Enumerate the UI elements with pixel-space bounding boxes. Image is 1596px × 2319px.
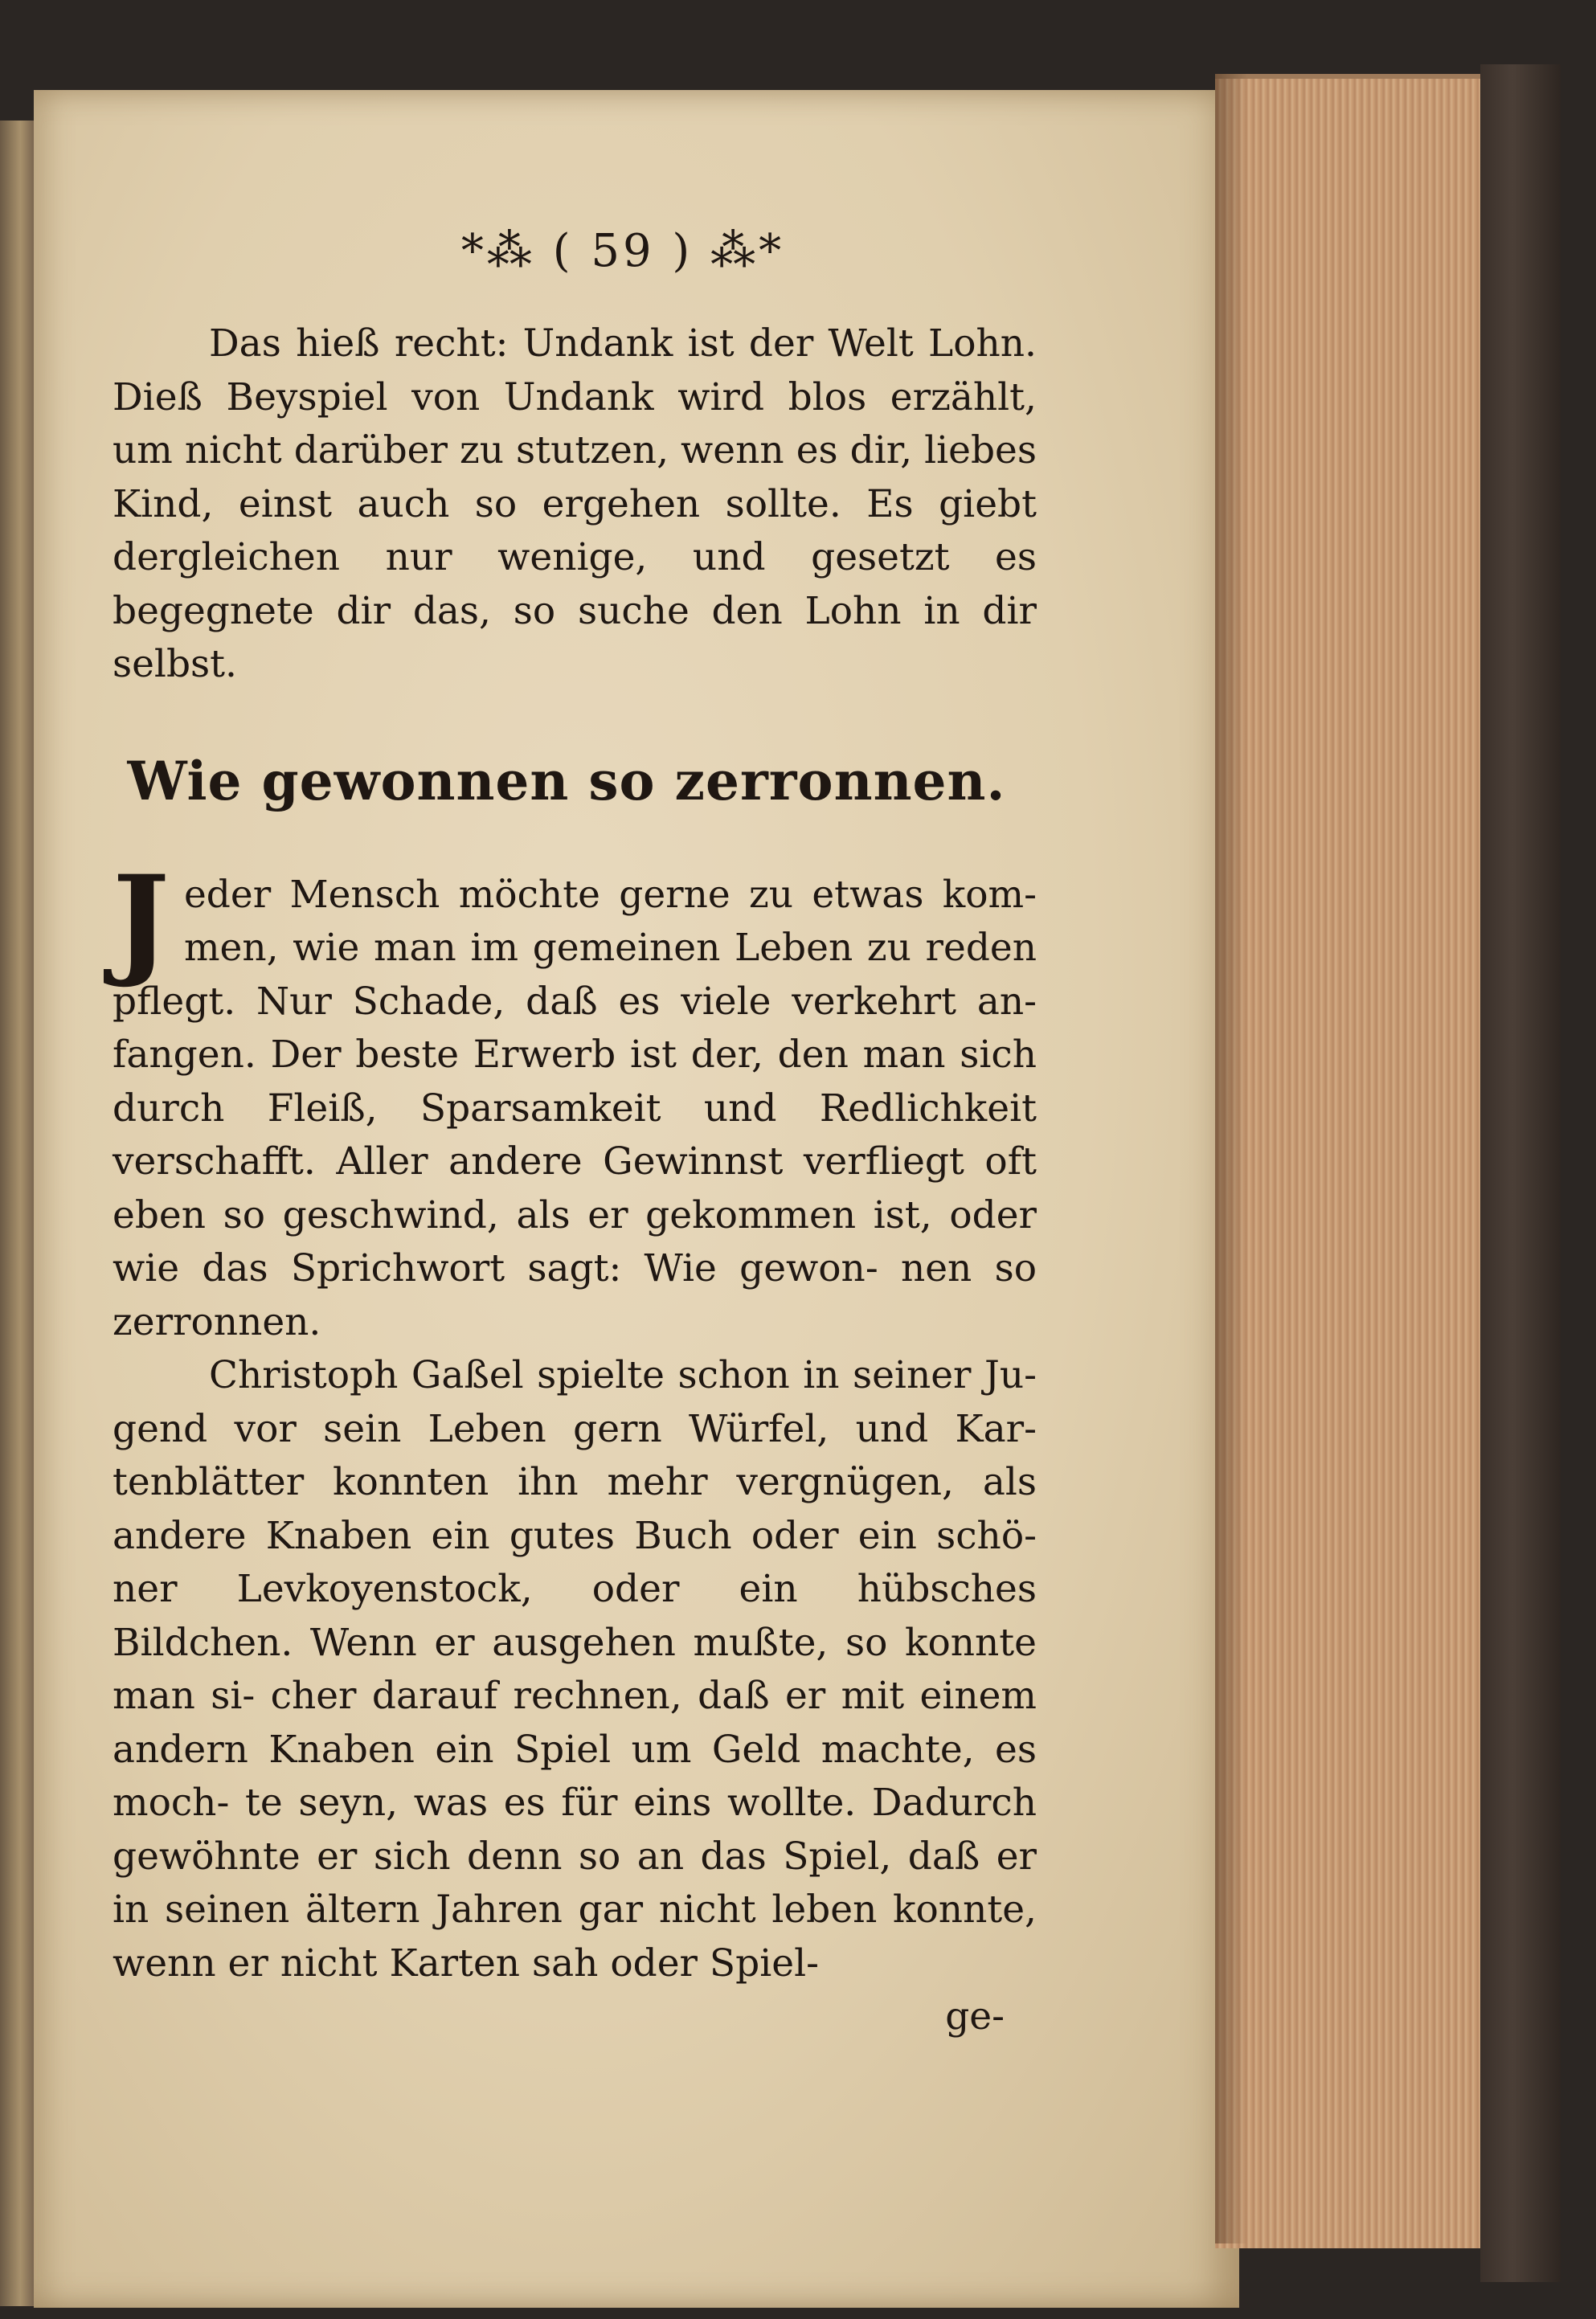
paragraph-2-text: eder Mensch möchte gerne zu etwas kom‑ men, wie man im gemeinen Leben zu reden pflegt. Nur Schade, daß es viele verkehrt an‑ fangen. Der beste Erwerb ist der, den man sich durch Fleiß, Sparsamkeit und Redlichkeit verschafft. Aller andere Gewinnst verfliegt oft eben so geschwind, als er gekommen ist, oder wie das Sprichwort sagt: Wie gewon‑ nen so zerronnen. — [113, 872, 1037, 1344]
page-text — [113, 225, 1037, 2044]
section-heading: Wie gewonnen so zerronnen. — [127, 749, 1006, 812]
book-cover — [1480, 64, 1561, 2282]
gutter-shadow — [1215, 74, 1247, 2243]
catchword: ge‑ — [945, 1994, 1005, 2039]
drop-cap: J — [113, 849, 170, 991]
page-header: *⁂ ( 59 ) ⁂* — [460, 225, 785, 277]
page-block-edge — [1215, 74, 1480, 2248]
previous-page-edge — [0, 121, 34, 2306]
paragraph-1: Das hieß recht: Undank ist der Welt Lohn. Dieß Beyspiel von Undank wird blos erzählt, um nicht darüber zu stutzen, wenn es dir, liebes Kind, einst auch so ergehen sollte. Es giebt dergleichen nur wenige, und gesetzt es begegnete dir das, so suche den Lohn in dir selbst. — [113, 321, 1037, 686]
paragraph-3: Christoph Gaßel spielte schon in seiner Ju‑ gend vor sein Leben gern Würfel, und Kar‑ tenblätter konnten ihn mehr vergnügen, als andere Knaben ein gutes Buch oder ein schö‑ ner Levkoyenstock, oder ein hübsches Bildchen. Wenn er ausgehen mußte, so konnte man si‑ cher darauf rechnen, daß er mit einem andern Knaben ein Spiel um Geld machte, es moch‑ te seyn, was es für eins wollte. Dadurch gewöhnte er sich denn so an das Spiel, daß er in seinen ältern Jahren gar nicht leben konnte, wenn er nicht Karten sah oder Spiel‑ — [113, 1353, 1037, 1986]
paragraph-2 — [113, 849, 1037, 1350]
